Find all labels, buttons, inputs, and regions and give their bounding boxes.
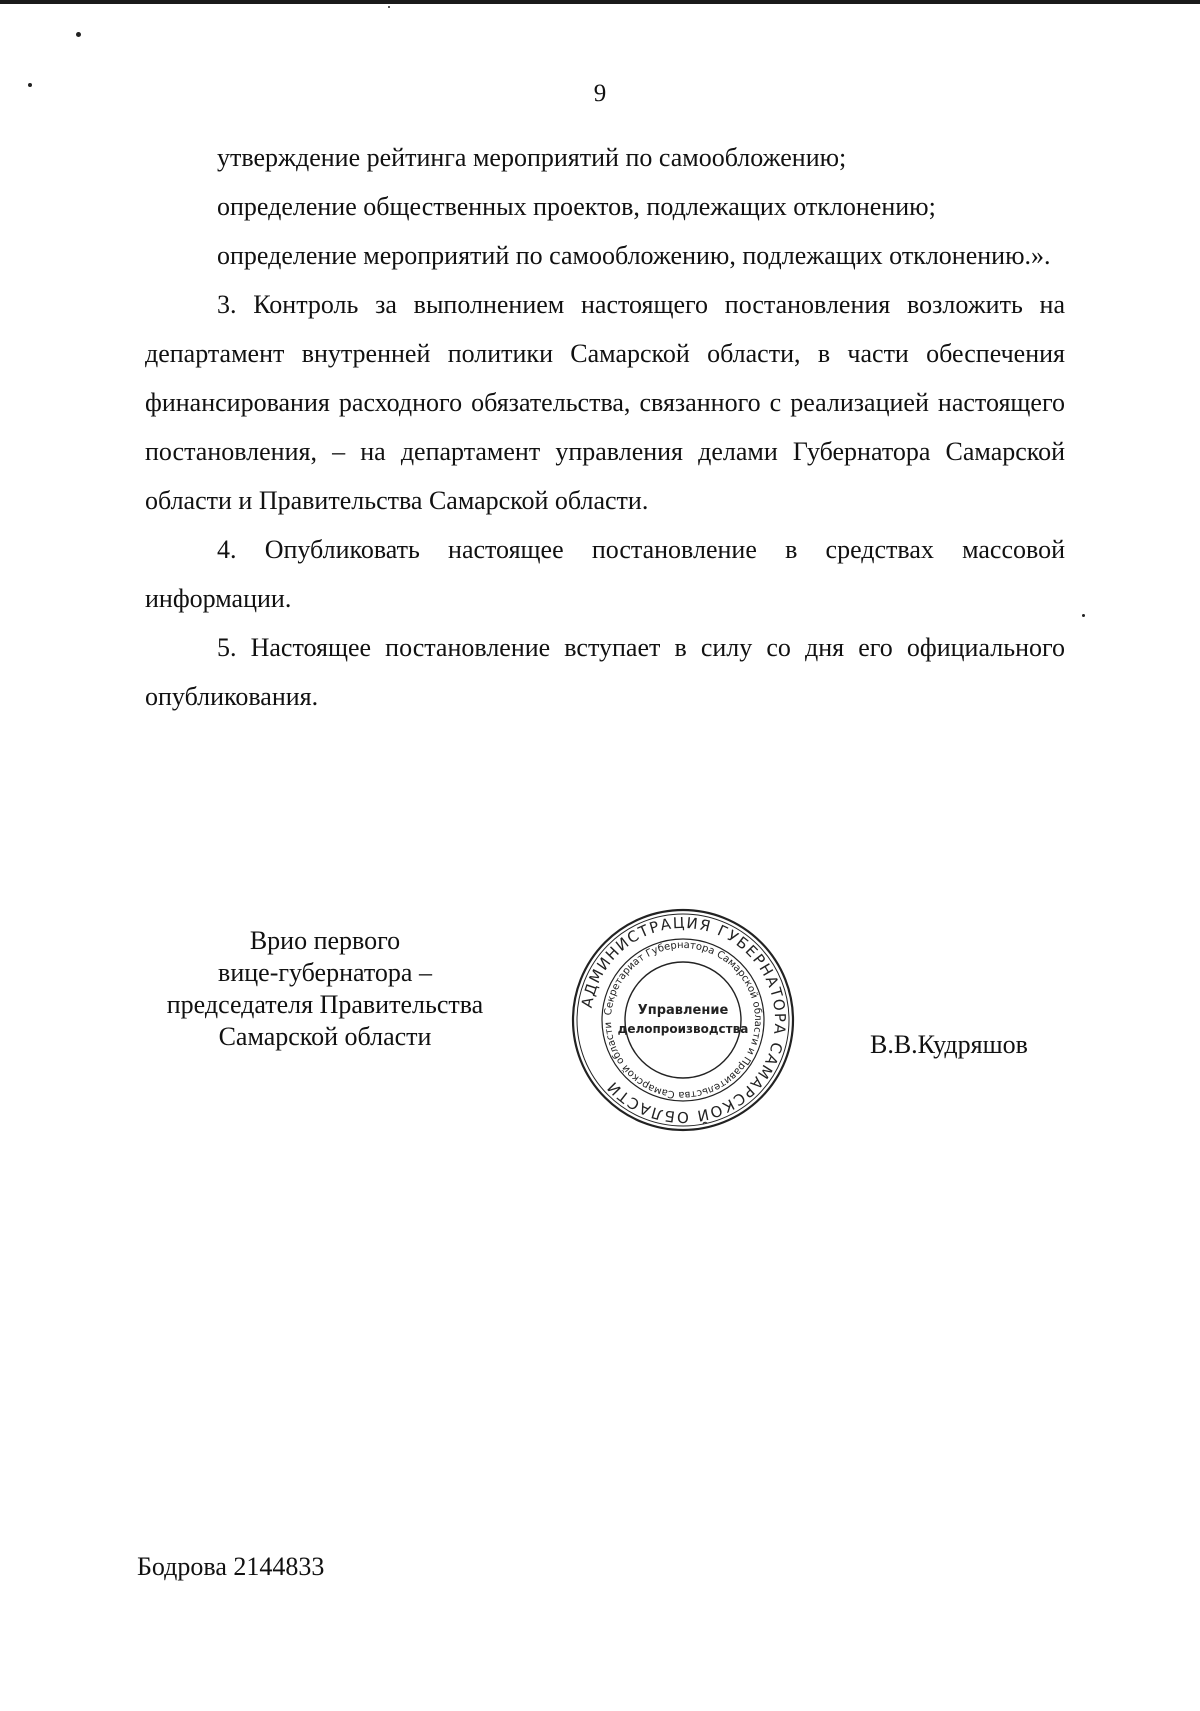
stamp-outer-text: АДМИНИСТРАЦИЯ ГУБЕРНАТОРА САМАРСКОЙ ОБЛАСТИ <box>577 913 790 1127</box>
scan-edge-line <box>0 0 1200 4</box>
paragraph: определение общественных проектов, подлежащих отклонению; <box>217 192 936 221</box>
signatory-title-line: председателя Правительства <box>166 990 484 1019</box>
signatory-title-line: Самарской области <box>218 1022 432 1051</box>
paragraph: утверждение рейтинга мероприятий по самообложению; <box>217 143 847 172</box>
executor-contact: Бодрова 2144833 <box>137 1552 325 1581</box>
stamp-center-line: делопроизводства <box>617 1022 749 1036</box>
paragraph: 3. Контроль за выполнением настоящего постановления возложить на департамент внутренней политики Самарской области, в части обеспечения финансирования расходного обязательства, связанного с реализацией настоящего постановления, – на департамент управления делами Губернатора Самарской области и Правительства Самарской области. <box>145 290 1065 515</box>
scan-speck <box>76 32 81 37</box>
paragraph: определение мероприятий по самообложению, подлежащих отклонению.». <box>217 241 1051 270</box>
scan-speck <box>388 6 390 8</box>
signatory-title-line: Врио первого <box>249 926 401 955</box>
scan-speck <box>1082 614 1085 617</box>
stamp-inner-text: Секретариат Губернатора Самарской области и Правительства Самарской области <box>602 939 764 1101</box>
document-body <box>145 133 1065 721</box>
paragraph: 4. Опубликовать настоящее постановление в средствах массовой информации. <box>145 535 1065 613</box>
official-stamp <box>568 905 798 1135</box>
svg-text:Секретариат Губернатора Самарс <box>603 940 763 1100</box>
page-number: 9 <box>593 80 607 107</box>
stamp-center-line: Управление <box>637 1003 729 1018</box>
paragraph: 5. Настоящее постановление вступает в силу со дня его официального опубликования. <box>145 633 1065 711</box>
signatory-name: В.В.Кудряшов <box>870 1030 1028 1059</box>
signatory-title-line: вице-губернатора – <box>218 958 432 987</box>
scan-speck <box>28 83 32 87</box>
signatory-title <box>145 925 505 1053</box>
